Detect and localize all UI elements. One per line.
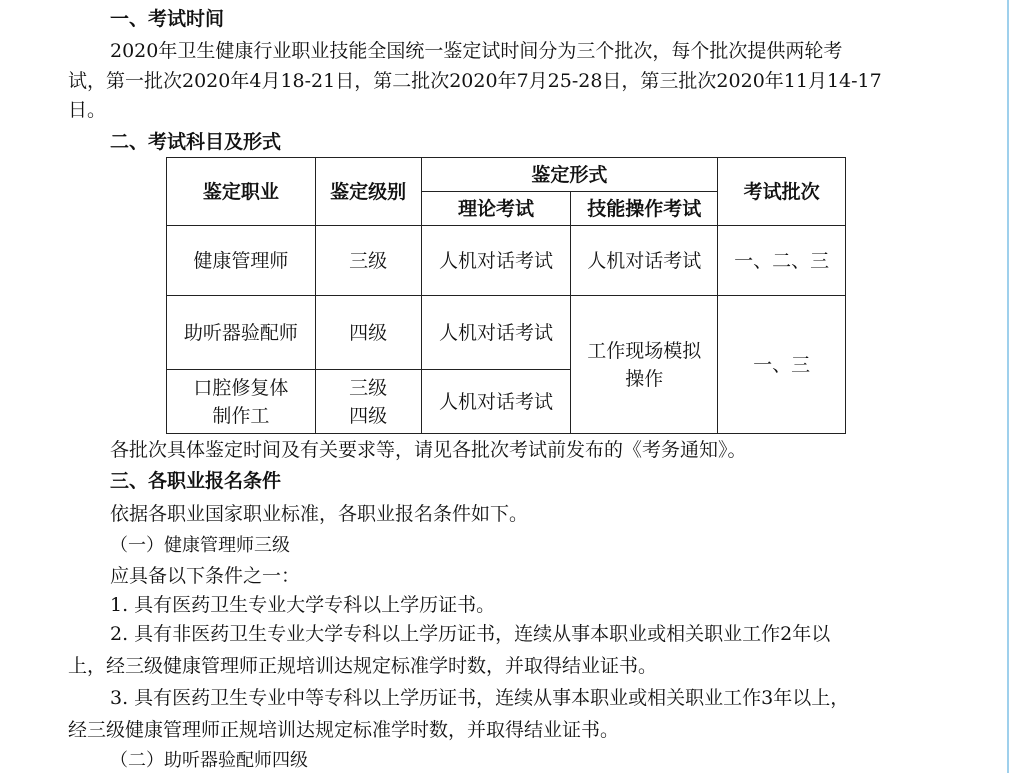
exam-subjects-table xyxy=(166,157,846,434)
paragraph-exam-time-line-2: 试，第一批次2020年4月18-21日，第二批次2020年7月25-28日，第三批次2020年11月14-17 xyxy=(68,70,882,92)
condition-item-3-line-1: 3. 具有医药卫生专业中等专科以上学历证书，连续从事本职业或相关职业工作3年以上， xyxy=(110,687,850,709)
cell-occupation xyxy=(167,370,316,434)
subheading-health-manager: （一）健康管理师三级 xyxy=(110,535,290,556)
header-batch: 考试批次 xyxy=(718,158,846,226)
condition-item-1: 1. 具有医药卫生专业大学专科以上学历证书。 xyxy=(110,594,496,616)
cell-level xyxy=(315,370,421,434)
cell-skill-line-2: 操作 xyxy=(625,367,664,390)
cell-theory: 人机对话考试 xyxy=(421,370,571,434)
cell-batch: 一、二、三 xyxy=(718,226,846,296)
condition-item-3-line-2: 经三级健康管理师正规培训达规定标准学时数，并取得结业证书。 xyxy=(68,719,620,741)
cell-level-line-1: 三级 xyxy=(349,376,388,399)
cell-batch-merged: 一、三 xyxy=(718,296,846,434)
cell-occupation: 健康管理师 xyxy=(167,226,316,296)
table-row xyxy=(167,296,846,370)
section-heading-requirements: 三、各职业报名条件 xyxy=(110,470,282,492)
cell-level: 四级 xyxy=(315,296,421,370)
header-occupation: 鉴定职业 xyxy=(167,158,316,226)
paragraph-exam-time-line-1: 2020年卫生健康行业职业技能全国统一鉴定试时间分为三个批次，每个批次提供两轮考 xyxy=(110,40,843,62)
header-theory: 理论考试 xyxy=(421,192,571,226)
cell-occupation-line-2: 制作工 xyxy=(212,404,270,427)
requirements-intro: 依据各职业国家职业标准，各职业报名条件如下。 xyxy=(110,503,529,525)
condition-item-2-line-2: 上，经三级健康管理师正规培训达规定标准学时数，并取得结业证书。 xyxy=(68,655,658,677)
cell-occupation-line-1: 口腔修复体 xyxy=(193,376,289,399)
paragraph-exam-time-line-3: 日。 xyxy=(68,99,107,121)
cell-level: 三级 xyxy=(315,226,421,296)
section-heading-subjects: 二、考试科目及形式 xyxy=(110,131,282,153)
table-row xyxy=(167,226,846,296)
cell-theory: 人机对话考试 xyxy=(421,226,571,296)
cell-occupation: 助听器验配师 xyxy=(167,296,316,370)
header-skill: 技能操作考试 xyxy=(571,192,718,226)
page-border-right xyxy=(1007,0,1009,773)
table-note: 各批次具体鉴定时间及有关要求等，请见各批次考试前发布的《考务通知》。 xyxy=(110,439,747,461)
cell-skill-merged xyxy=(571,296,718,434)
section-heading-exam-time: 一、考试时间 xyxy=(110,8,225,30)
conditions-intro: 应具备以下条件之一： xyxy=(110,565,301,587)
header-form: 鉴定形式 xyxy=(421,158,718,192)
cell-skill-line-1: 工作现场模拟 xyxy=(587,339,702,362)
condition-item-2-line-1: 2. 具有非医药卫生专业大学专科以上学历证书，连续从事本职业或相关职业工作2年以 xyxy=(110,623,831,645)
cell-level-line-2: 四级 xyxy=(349,404,388,427)
header-level: 鉴定级别 xyxy=(315,158,421,226)
cell-skill: 人机对话考试 xyxy=(571,226,718,296)
subheading-hearing-aid-fitter: （二）助听器验配师四级 xyxy=(110,750,308,771)
cell-theory: 人机对话考试 xyxy=(421,296,571,370)
